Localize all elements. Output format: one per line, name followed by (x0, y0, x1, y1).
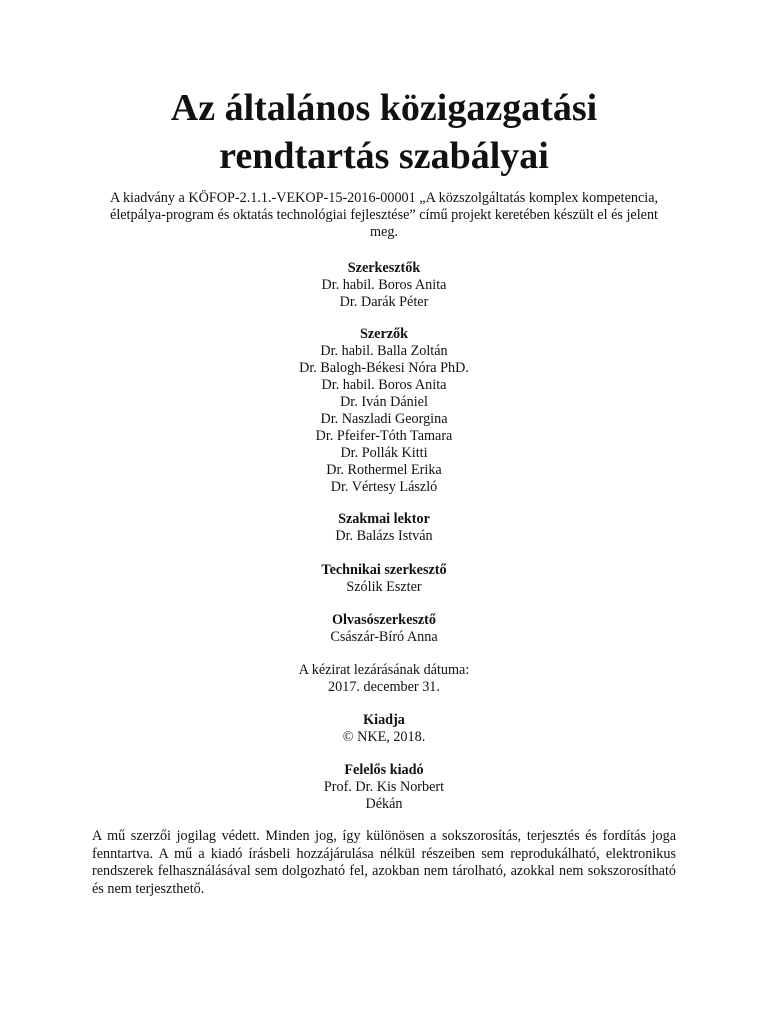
technical-editor-section (0, 562, 768, 596)
reviewer-heading: Szakmai lektor (338, 511, 430, 527)
author-name: Dr. Vértesy László (330, 479, 438, 495)
technical-editor-name: Szólik Eszter (346, 579, 422, 595)
responsible-publisher-role: Dékán (365, 796, 403, 812)
document-title (0, 84, 768, 180)
publisher-text: © NKE, 2018. (342, 729, 426, 745)
closing-date-label: A kézirat lezárásának dátuma: (298, 662, 470, 678)
editor-name: Dr. habil. Boros Anita (321, 277, 447, 293)
closing-date-value: 2017. december 31. (328, 679, 440, 695)
reviewer-section (0, 511, 768, 545)
technical-editor-heading: Technikai szerkesztő (321, 562, 447, 578)
publisher-heading: Kiadja (363, 712, 405, 728)
copyright-notice: A mű szerzői jogilag védett. Minden jog, így különösen a sokszorosítás, terjesztés és fordítás joga fenntartva. A mű a kiadó írásbeli hozzájárulása nélkül részeiben sem reprodukálható, elektronikus rendszerek felhasználásával sem dolgozható fel, azokban nem tárolható, azokkal nem sokszorosítható és nem terjeszthető. (92, 828, 676, 897)
closing-date-section (0, 662, 768, 696)
author-name: Dr. habil. Balla Zoltán (320, 343, 448, 359)
author-name: Dr. Pollák Kitti (340, 445, 428, 461)
title-line-1: Az általános közigazgatási (170, 87, 598, 129)
reviewer-name: Dr. Balázs István (335, 528, 433, 544)
editors-section (0, 260, 768, 311)
editor-name: Dr. Darák Péter (339, 294, 429, 310)
publisher-section (0, 712, 768, 746)
author-name: Dr. Pfeifer-Tóth Tamara (315, 428, 453, 444)
title-line-2: rendtartás szabályai (219, 135, 549, 177)
authors-heading: Szerzők (359, 326, 409, 342)
proofreader-name: Császár-Bíró Anna (330, 629, 438, 645)
proofreader-section (0, 612, 768, 646)
authors-section (0, 326, 768, 496)
responsible-publisher-heading: Felelős kiadó (344, 762, 424, 778)
author-name: Dr. habil. Boros Anita (321, 377, 447, 393)
author-name: Dr. Naszladi Georgina (320, 411, 448, 427)
author-name: Dr. Rothermel Erika (326, 462, 442, 478)
author-name: Dr. Balogh-Békesi Nóra PhD. (299, 360, 469, 376)
responsible-publisher-name: Prof. Dr. Kis Norbert (323, 779, 445, 795)
proofreader-heading: Olvasószerkesztő (331, 612, 437, 628)
author-name: Dr. Iván Dániel (340, 394, 428, 410)
editors-heading: Szerkesztők (347, 260, 421, 276)
responsible-publisher-section (0, 762, 768, 813)
intro-paragraph: A kiadvány a KÖFOP-2.1.1.-VEKOP-15-2016-00001 „A közszolgáltatás komplex kompetencia, életpálya-program és oktatás technológiai fejlesztése” című projekt keretében készült el és jelent meg. (109, 190, 659, 240)
